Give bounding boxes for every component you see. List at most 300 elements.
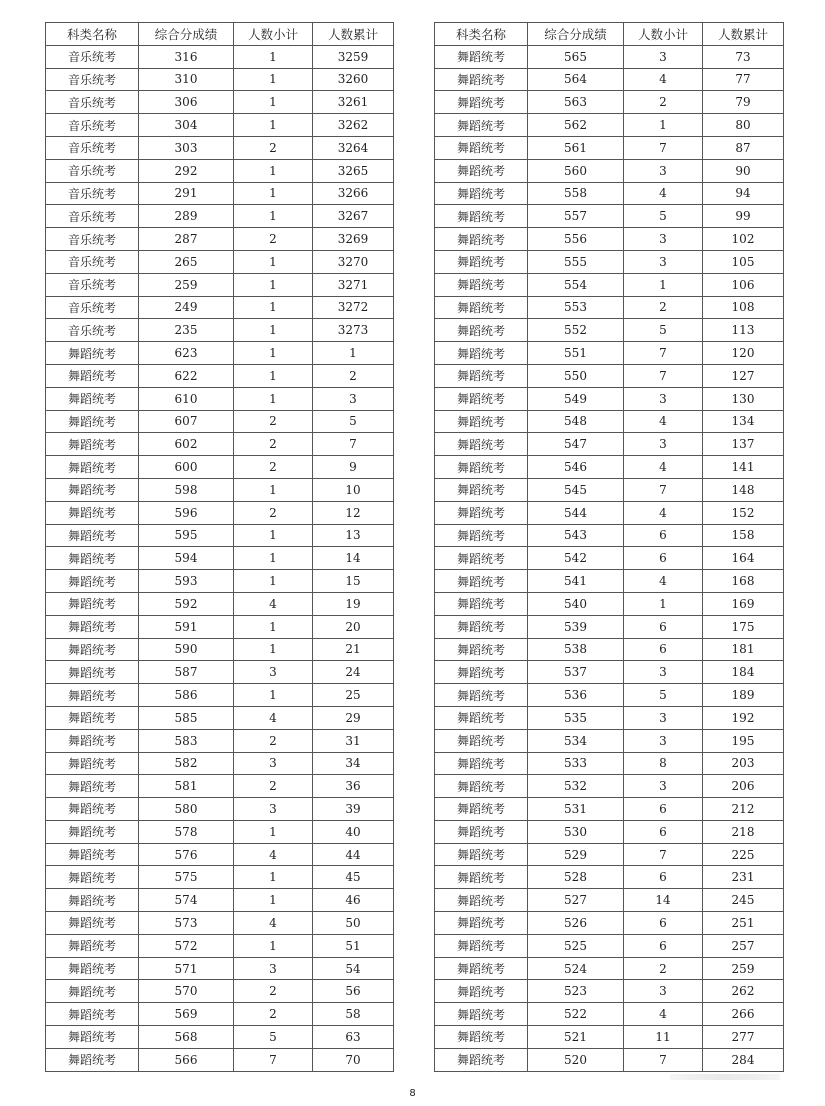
watermark (670, 1074, 780, 1080)
table-row (46, 820, 394, 843)
cell-category: 舞蹈统考 (435, 615, 528, 638)
cell-count: 6 (624, 798, 703, 821)
cell-count: 3 (624, 661, 703, 684)
table-row (435, 934, 784, 957)
cell-count: 6 (624, 820, 703, 843)
table-row (435, 456, 784, 479)
cell-count: 2 (234, 980, 313, 1003)
table-row (435, 843, 784, 866)
cell-score: 540 (528, 592, 624, 615)
cell-count: 11 (624, 1026, 703, 1049)
header-category: 科类名称 (46, 23, 139, 46)
cell-count: 1 (234, 91, 313, 114)
cell-count: 1 (234, 615, 313, 638)
cell-category: 舞蹈统考 (435, 798, 528, 821)
cell-cumulative: 12 (313, 501, 394, 524)
table-row (435, 205, 784, 228)
cell-score: 531 (528, 798, 624, 821)
table-row (46, 980, 394, 1003)
cell-category: 舞蹈统考 (46, 638, 139, 661)
table-row (46, 136, 394, 159)
cell-cumulative: 29 (313, 706, 394, 729)
cell-count: 6 (624, 547, 703, 570)
cell-cumulative: 51 (313, 934, 394, 957)
cell-count: 4 (234, 843, 313, 866)
cell-score: 583 (139, 729, 234, 752)
cell-count: 4 (624, 182, 703, 205)
cell-cumulative: 127 (703, 364, 784, 387)
cell-score: 538 (528, 638, 624, 661)
cell-score: 562 (528, 114, 624, 137)
cell-count: 3 (624, 250, 703, 273)
cell-category: 舞蹈统考 (435, 752, 528, 775)
cell-category: 舞蹈统考 (435, 45, 528, 68)
cell-cumulative: 58 (313, 1003, 394, 1026)
cell-cumulative: 152 (703, 501, 784, 524)
cell-cumulative: 212 (703, 798, 784, 821)
cell-score: 593 (139, 570, 234, 593)
table-row (435, 912, 784, 935)
table-row (435, 957, 784, 980)
cell-count: 2 (234, 410, 313, 433)
cell-score: 524 (528, 957, 624, 980)
cell-count: 4 (624, 410, 703, 433)
header-row (435, 23, 784, 46)
table-body-left (46, 45, 394, 1071)
cell-cumulative: 108 (703, 296, 784, 319)
cell-category: 舞蹈统考 (435, 661, 528, 684)
cell-count: 1 (234, 387, 313, 410)
cell-category: 舞蹈统考 (46, 934, 139, 957)
cell-category: 舞蹈统考 (46, 364, 139, 387)
cell-cumulative: 106 (703, 273, 784, 296)
cell-count: 7 (624, 478, 703, 501)
cell-cumulative: 137 (703, 433, 784, 456)
table-row (46, 889, 394, 912)
cell-score: 592 (139, 592, 234, 615)
table-row (435, 114, 784, 137)
cell-count: 4 (234, 912, 313, 935)
cell-count: 3 (624, 706, 703, 729)
table-row (435, 889, 784, 912)
cell-category: 音乐统考 (46, 250, 139, 273)
table-row (46, 570, 394, 593)
cell-cumulative: 2 (313, 364, 394, 387)
cell-score: 594 (139, 547, 234, 570)
cell-score: 542 (528, 547, 624, 570)
cell-category: 舞蹈统考 (435, 342, 528, 365)
table-row (435, 342, 784, 365)
cell-count: 3 (624, 228, 703, 251)
table-row (46, 547, 394, 570)
cell-score: 607 (139, 410, 234, 433)
table-row (435, 684, 784, 707)
header-category: 科类名称 (435, 23, 528, 46)
table-row (435, 866, 784, 889)
cell-cumulative: 113 (703, 319, 784, 342)
cell-count: 7 (624, 364, 703, 387)
table-row (435, 615, 784, 638)
table-row (46, 638, 394, 661)
table-row (46, 205, 394, 228)
cell-category: 舞蹈统考 (435, 1026, 528, 1049)
cell-score: 525 (528, 934, 624, 957)
cell-cumulative: 266 (703, 1003, 784, 1026)
table-row (46, 296, 394, 319)
cell-category: 舞蹈统考 (435, 570, 528, 593)
cell-category: 音乐统考 (46, 136, 139, 159)
cell-count: 3 (624, 980, 703, 1003)
cell-count: 4 (624, 1003, 703, 1026)
table-row (435, 547, 784, 570)
cell-score: 551 (528, 342, 624, 365)
cell-score: 249 (139, 296, 234, 319)
cell-count: 6 (624, 934, 703, 957)
cell-category: 舞蹈统考 (46, 775, 139, 798)
cell-count: 1 (234, 478, 313, 501)
cell-count: 7 (624, 136, 703, 159)
table-row (46, 1048, 394, 1071)
table-row (435, 433, 784, 456)
table-row (46, 68, 394, 91)
cell-score: 576 (139, 843, 234, 866)
cell-category: 音乐统考 (46, 68, 139, 91)
cell-category: 舞蹈统考 (435, 889, 528, 912)
cell-category: 舞蹈统考 (46, 501, 139, 524)
cell-count: 8 (624, 752, 703, 775)
table-row (46, 775, 394, 798)
cell-cumulative: 77 (703, 68, 784, 91)
cell-category: 舞蹈统考 (46, 433, 139, 456)
cell-cumulative: 284 (703, 1048, 784, 1071)
cell-cumulative: 19 (313, 592, 394, 615)
table-row (46, 752, 394, 775)
cell-score: 560 (528, 159, 624, 182)
cell-score: 563 (528, 91, 624, 114)
cell-score: 549 (528, 387, 624, 410)
cell-cumulative: 225 (703, 843, 784, 866)
cell-category: 舞蹈统考 (46, 387, 139, 410)
table-row (46, 866, 394, 889)
cell-count: 1 (234, 114, 313, 137)
header-cumulative: 人数累计 (313, 23, 394, 46)
table-row (435, 319, 784, 342)
cell-category: 舞蹈统考 (435, 433, 528, 456)
cell-cumulative: 203 (703, 752, 784, 775)
cell-cumulative: 231 (703, 866, 784, 889)
cell-cumulative: 80 (703, 114, 784, 137)
cell-category: 舞蹈统考 (435, 638, 528, 661)
table-row (46, 410, 394, 433)
cell-count: 1 (234, 68, 313, 91)
table-row (435, 387, 784, 410)
cell-score: 556 (528, 228, 624, 251)
cell-cumulative: 34 (313, 752, 394, 775)
cell-count: 7 (234, 1048, 313, 1071)
cell-cumulative: 5 (313, 410, 394, 433)
cell-count: 1 (234, 820, 313, 843)
cell-cumulative: 87 (703, 136, 784, 159)
cell-category: 舞蹈统考 (435, 456, 528, 479)
table-row (46, 957, 394, 980)
table-row (435, 228, 784, 251)
cell-count: 6 (624, 912, 703, 935)
cell-score: 310 (139, 68, 234, 91)
cell-category: 舞蹈统考 (435, 159, 528, 182)
cell-category: 舞蹈统考 (46, 1003, 139, 1026)
cell-score: 558 (528, 182, 624, 205)
cell-category: 舞蹈统考 (435, 228, 528, 251)
cell-count: 3 (624, 729, 703, 752)
cell-count: 4 (624, 456, 703, 479)
cell-cumulative: 3265 (313, 159, 394, 182)
cell-category: 舞蹈统考 (46, 1048, 139, 1071)
cell-category: 音乐统考 (46, 182, 139, 205)
cell-count: 2 (234, 456, 313, 479)
cell-count: 7 (624, 843, 703, 866)
cell-category: 音乐统考 (46, 114, 139, 137)
cell-count: 2 (234, 433, 313, 456)
table-row (46, 273, 394, 296)
cell-score: 292 (139, 159, 234, 182)
cell-count: 3 (624, 45, 703, 68)
cell-score: 543 (528, 524, 624, 547)
cell-score: 541 (528, 570, 624, 593)
cell-score: 571 (139, 957, 234, 980)
table-row (435, 182, 784, 205)
cell-category: 舞蹈统考 (435, 387, 528, 410)
cell-cumulative: 169 (703, 592, 784, 615)
cell-count: 1 (234, 934, 313, 957)
cell-score: 536 (528, 684, 624, 707)
table-row (46, 319, 394, 342)
cell-cumulative: 3266 (313, 182, 394, 205)
cell-count: 1 (234, 866, 313, 889)
cell-score: 555 (528, 250, 624, 273)
table-row (435, 661, 784, 684)
header-score: 综合分成绩 (528, 23, 624, 46)
cell-score: 572 (139, 934, 234, 957)
cell-category: 音乐统考 (46, 296, 139, 319)
cell-cumulative: 218 (703, 820, 784, 843)
cell-score: 585 (139, 706, 234, 729)
cell-cumulative: 192 (703, 706, 784, 729)
cell-score: 595 (139, 524, 234, 547)
cell-cumulative: 14 (313, 547, 394, 570)
cell-cumulative: 3260 (313, 68, 394, 91)
cell-cumulative: 31 (313, 729, 394, 752)
header-row (46, 23, 394, 46)
cell-cumulative: 175 (703, 615, 784, 638)
cell-cumulative: 3 (313, 387, 394, 410)
cell-cumulative: 54 (313, 957, 394, 980)
cell-category: 舞蹈统考 (435, 934, 528, 957)
cell-cumulative: 99 (703, 205, 784, 228)
cell-category: 舞蹈统考 (435, 182, 528, 205)
cell-score: 570 (139, 980, 234, 1003)
cell-category: 舞蹈统考 (46, 820, 139, 843)
cell-category: 舞蹈统考 (46, 729, 139, 752)
cell-category: 舞蹈统考 (435, 912, 528, 935)
cell-cumulative: 3273 (313, 319, 394, 342)
cell-cumulative: 94 (703, 182, 784, 205)
cell-cumulative: 56 (313, 980, 394, 1003)
cell-cumulative: 3264 (313, 136, 394, 159)
cell-category: 舞蹈统考 (46, 1026, 139, 1049)
cell-category: 舞蹈统考 (435, 706, 528, 729)
table-row (435, 638, 784, 661)
cell-score: 304 (139, 114, 234, 137)
table-row (46, 456, 394, 479)
cell-category: 音乐统考 (46, 273, 139, 296)
table-row (46, 159, 394, 182)
cell-category: 舞蹈统考 (46, 798, 139, 821)
cell-category: 舞蹈统考 (435, 957, 528, 980)
cell-score: 602 (139, 433, 234, 456)
cell-count: 1 (234, 570, 313, 593)
table-row (435, 752, 784, 775)
cell-cumulative: 36 (313, 775, 394, 798)
cell-count: 2 (234, 501, 313, 524)
cell-cumulative: 168 (703, 570, 784, 593)
cell-score: 569 (139, 1003, 234, 1026)
cell-score: 557 (528, 205, 624, 228)
cell-category: 舞蹈统考 (435, 273, 528, 296)
cell-category: 舞蹈统考 (435, 114, 528, 137)
cell-category: 舞蹈统考 (46, 592, 139, 615)
cell-score: 578 (139, 820, 234, 843)
table-row (46, 684, 394, 707)
cell-score: 586 (139, 684, 234, 707)
header-count: 人数小计 (234, 23, 313, 46)
table-row (435, 250, 784, 273)
table-row (46, 250, 394, 273)
cell-category: 舞蹈统考 (435, 684, 528, 707)
cell-category: 舞蹈统考 (46, 706, 139, 729)
cell-count: 2 (234, 775, 313, 798)
cell-cumulative: 184 (703, 661, 784, 684)
cell-category: 舞蹈统考 (435, 547, 528, 570)
cell-score: 610 (139, 387, 234, 410)
cell-cumulative: 3271 (313, 273, 394, 296)
cell-cumulative: 9 (313, 456, 394, 479)
cell-category: 舞蹈统考 (435, 775, 528, 798)
cell-count: 5 (234, 1026, 313, 1049)
cell-score: 537 (528, 661, 624, 684)
cell-count: 3 (234, 752, 313, 775)
cell-cumulative: 1 (313, 342, 394, 365)
table-row (435, 410, 784, 433)
cell-cumulative: 148 (703, 478, 784, 501)
cell-score: 568 (139, 1026, 234, 1049)
cell-score: 259 (139, 273, 234, 296)
cell-cumulative: 245 (703, 889, 784, 912)
cell-count: 1 (234, 273, 313, 296)
cell-category: 舞蹈统考 (435, 1048, 528, 1071)
cell-category: 音乐统考 (46, 319, 139, 342)
cell-category: 舞蹈统考 (435, 980, 528, 1003)
cell-score: 545 (528, 478, 624, 501)
cell-cumulative: 277 (703, 1026, 784, 1049)
cell-count: 5 (624, 319, 703, 342)
cell-score: 265 (139, 250, 234, 273)
table-row (46, 843, 394, 866)
table-row (435, 1003, 784, 1026)
cell-count: 6 (624, 866, 703, 889)
cell-cumulative: 21 (313, 638, 394, 661)
cell-category: 舞蹈统考 (46, 752, 139, 775)
cell-cumulative: 259 (703, 957, 784, 980)
cell-category: 舞蹈统考 (435, 524, 528, 547)
cell-count: 2 (624, 296, 703, 319)
table-row (435, 706, 784, 729)
cell-count: 2 (234, 729, 313, 752)
table-row (435, 68, 784, 91)
cell-count: 7 (624, 342, 703, 365)
table-row (46, 524, 394, 547)
table-row (435, 136, 784, 159)
table-row (435, 524, 784, 547)
cell-score: 573 (139, 912, 234, 935)
table-row (46, 114, 394, 137)
cell-category: 舞蹈统考 (46, 684, 139, 707)
cell-count: 3 (234, 798, 313, 821)
cell-score: 600 (139, 456, 234, 479)
cell-score: 306 (139, 91, 234, 114)
table-row (46, 433, 394, 456)
cell-category: 舞蹈统考 (46, 912, 139, 935)
cell-count: 1 (234, 364, 313, 387)
cell-category: 舞蹈统考 (46, 843, 139, 866)
cell-category: 舞蹈统考 (435, 91, 528, 114)
cell-cumulative: 158 (703, 524, 784, 547)
cell-category: 舞蹈统考 (435, 319, 528, 342)
cell-score: 521 (528, 1026, 624, 1049)
cell-cumulative: 39 (313, 798, 394, 821)
cell-cumulative: 102 (703, 228, 784, 251)
table-row (46, 912, 394, 935)
cell-count: 1 (234, 547, 313, 570)
cell-count: 1 (234, 524, 313, 547)
cell-cumulative: 70 (313, 1048, 394, 1071)
cell-count: 1 (234, 296, 313, 319)
cell-cumulative: 50 (313, 912, 394, 935)
cell-category: 舞蹈统考 (435, 866, 528, 889)
table-row (435, 980, 784, 1003)
table-row (46, 1026, 394, 1049)
cell-cumulative: 3270 (313, 250, 394, 273)
cell-category: 舞蹈统考 (46, 957, 139, 980)
cell-category: 舞蹈统考 (435, 592, 528, 615)
table-row (435, 729, 784, 752)
cell-score: 580 (139, 798, 234, 821)
cell-count: 1 (234, 159, 313, 182)
cell-count: 1 (234, 638, 313, 661)
cell-count: 4 (624, 68, 703, 91)
cell-count: 14 (624, 889, 703, 912)
table-row (46, 729, 394, 752)
cell-category: 舞蹈统考 (46, 478, 139, 501)
cell-cumulative: 79 (703, 91, 784, 114)
table-row (435, 592, 784, 615)
cell-count: 1 (234, 45, 313, 68)
cell-cumulative: 141 (703, 456, 784, 479)
cell-score: 291 (139, 182, 234, 205)
page-number: 8 (409, 1088, 416, 1099)
cell-cumulative: 40 (313, 820, 394, 843)
cell-cumulative: 3259 (313, 45, 394, 68)
cell-count: 6 (624, 524, 703, 547)
